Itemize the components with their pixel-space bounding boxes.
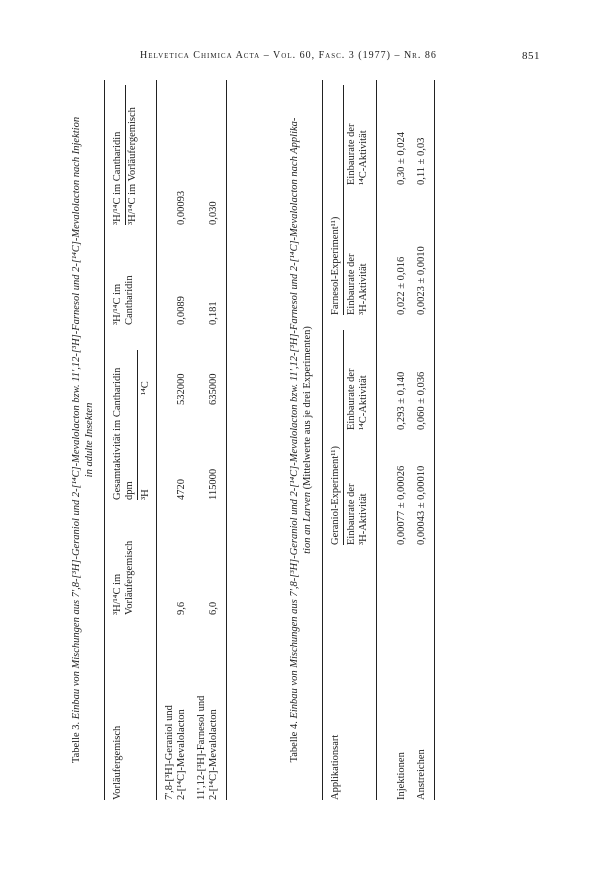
t3-row2-quotient: 0,030 bbox=[208, 201, 219, 225]
table3-caption-line1: Einbau von Mischungen aus 7',8-[³H]-Geraniol und 2-[¹⁴C]-Mevalolacton bzw. 11',12-[³H]-Farnesol und 2-[¹⁴C]-Mevalolacton nach Injektion bbox=[71, 116, 82, 720]
t3-row2-3h: 115000 bbox=[208, 468, 219, 500]
journal-title: Helvetica Chimica Acta – Vol. 60, Fasc. 3 (1977) – Nr. 86 bbox=[140, 50, 437, 61]
t3-row2-14c: 635000 bbox=[208, 373, 219, 405]
t3-row2-name-l1: 11',12-[³H]-Farnesol und bbox=[196, 695, 207, 800]
t3-row1-name-l2: 2-[¹⁴C]-Mevalolacton bbox=[176, 709, 187, 800]
t3-row1-cantharidin: 0,0089 bbox=[176, 296, 187, 325]
t4-row1-f-3h: 0,022 ± 0,016 bbox=[396, 256, 407, 315]
t4-g-header-14c-l1: Einbaurate der bbox=[346, 368, 357, 430]
t4-row1-g-3h: 0,00077 ± 0,00026 bbox=[396, 465, 407, 545]
t3-header-dpm: dpm bbox=[124, 481, 135, 500]
t4-f-header-14c-l2: ¹⁴C-Aktivität bbox=[358, 130, 369, 185]
t4-row1-name: Injektionen bbox=[396, 752, 407, 800]
t4-geraniol-rule bbox=[343, 330, 344, 545]
t3-header-total-activity: Gesamtaktivität im Cantharidin bbox=[112, 367, 123, 500]
table4-bottom-rule bbox=[434, 80, 435, 800]
table4-header-rule bbox=[376, 80, 377, 800]
t4-row2-f-14c: 0,11 ± 0,03 bbox=[416, 137, 427, 185]
t4-g-header-3h-l1: Einbaurate der bbox=[346, 483, 357, 545]
t4-g-header-3h-l2: ³H-Aktivität bbox=[358, 493, 369, 545]
t4-f-header-3h-l1: Einbaurate der bbox=[346, 253, 357, 315]
t3-header-quotient-l1: ³H/¹⁴C im Cantharidin bbox=[112, 131, 123, 225]
t3-header-precursor: Vorläufergemisch bbox=[112, 725, 123, 800]
t3-header-cantharidin-l2: Cantharidin bbox=[124, 275, 135, 325]
table4-caption-note: (Mittelwerte aus je drei Experimenten) bbox=[302, 326, 313, 490]
t3-row1-name-l1: 7',8-[³H]-Geraniol und bbox=[164, 705, 175, 800]
table3-caption bbox=[70, 80, 96, 800]
t3-row1-14c: 532000 bbox=[176, 373, 187, 405]
t4-row2-name: Anstreichen bbox=[416, 749, 427, 800]
t3-header-3h: ³H bbox=[140, 489, 151, 500]
t4-row1-f-14c: 0,30 ± 0,024 bbox=[396, 131, 407, 185]
table4-caption bbox=[288, 80, 314, 800]
t3-row1-quotient: 0,00093 bbox=[176, 190, 187, 225]
table3-bottom-rule bbox=[226, 80, 227, 800]
t3-header-cantharidin-l1: ³H/¹⁴C im bbox=[112, 283, 123, 325]
t4-row2-g-3h: 0,00043 ± 0,00010 bbox=[416, 465, 427, 545]
t4-row1-g-14c: 0,293 ± 0,140 bbox=[396, 371, 407, 430]
running-head bbox=[140, 50, 540, 66]
page-number: 851 bbox=[522, 50, 540, 62]
t4-row2-g-14c: 0,060 ± 0,036 bbox=[416, 371, 427, 430]
t4-header-farnesol: Farnesol-Experiment¹¹) bbox=[330, 216, 341, 315]
t3-header-quotient-l2: ³H/¹⁴C im Vorläufergemisch bbox=[127, 107, 138, 225]
t4-f-header-14c-l1: Einbaurate der bbox=[346, 123, 357, 185]
t4-row2-f-3h: 0,0023 ± 0,0010 bbox=[416, 246, 427, 315]
table3-header-rule bbox=[156, 80, 157, 800]
t4-g-header-14c-l2: ¹⁴C-Aktivität bbox=[358, 375, 369, 430]
table3-caption-line2: in adulte Insekten bbox=[84, 402, 95, 478]
t3-row1-ratio: 9,6 bbox=[176, 601, 187, 615]
t3-quotient-fraction-line bbox=[125, 85, 126, 225]
t3-row2-cantharidin: 0,181 bbox=[208, 301, 219, 325]
table4-caption-line2: tion an Larven bbox=[302, 492, 313, 554]
t4-f-header-3h-l2: ³H-Aktivität bbox=[358, 263, 369, 315]
table4-label: Tabelle 4. bbox=[289, 721, 300, 763]
t3-row2-name-l2: 2-[¹⁴C]-Mevalolacton bbox=[208, 709, 219, 800]
table3-top-rule bbox=[104, 80, 105, 800]
table4-top-rule bbox=[322, 80, 323, 800]
t3-row1-3h: 4720 bbox=[176, 479, 187, 500]
t4-header-application: Applikationsart bbox=[330, 734, 341, 800]
table3-label: Tabelle 3. bbox=[71, 721, 82, 764]
t4-header-geraniol: Geraniol-Experiment¹¹) bbox=[330, 445, 341, 545]
t3-header-14c: ¹⁴C bbox=[140, 381, 151, 395]
t3-dpm-rule bbox=[137, 350, 138, 500]
rotated-tables bbox=[60, 80, 540, 800]
t3-row2-ratio: 6,0 bbox=[208, 601, 219, 615]
t4-farnesol-rule bbox=[343, 85, 344, 315]
table4-caption-line1: Einbau von Mischungen aus 7',8-[³H]-Geraniol und 2-[¹⁴C]-Mevalolacton bzw. 11',12-[³H]-Farnesol und 2-[¹⁴C]-Mevalolacton nach Applika- bbox=[289, 117, 300, 719]
t3-header-ratio-l2: Vorläufergemisch bbox=[124, 540, 135, 615]
t3-header-ratio-l1: ³H/¹⁴C im bbox=[112, 573, 123, 615]
